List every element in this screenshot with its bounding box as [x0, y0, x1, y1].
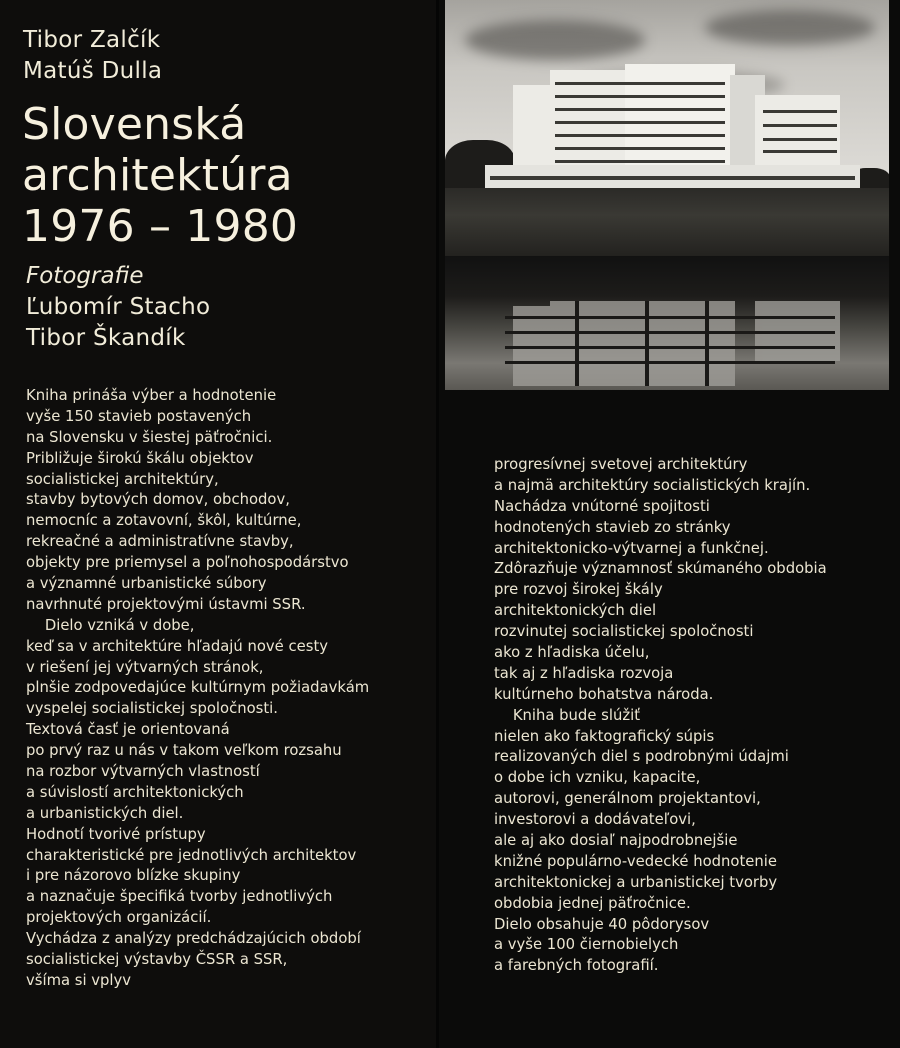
text-line: a súvislostí architektonických: [26, 783, 244, 801]
text-line: o dobe ich vzniku, kapacite,: [494, 769, 701, 787]
text-line: plnšie zodpovedajúce kultúrnym požiadavkám: [26, 679, 370, 697]
text-line: autorovi, generálnom projektantovi,: [494, 790, 761, 808]
text-line: nielen ako faktografický súpis: [494, 727, 715, 745]
text-line: nemocníc a zotavovní, škôl, kultúrne,: [26, 512, 302, 530]
text-line: architektonickej a urbanistickej tvorby: [494, 873, 778, 891]
photos-label: Fotografie: [26, 263, 144, 289]
text-line: a farebných fotografií.: [494, 957, 659, 975]
text-line: i pre názorovo blízke skupiny: [26, 867, 241, 885]
text-line: pre rozvoj širokej škály: [494, 581, 663, 599]
text-line: kultúrneho bohatstva národa.: [494, 685, 714, 703]
title-line-1: Slovenská: [22, 99, 247, 150]
text-line: Kniha bude slúžiť: [494, 706, 641, 724]
text-line: všíma si vplyv: [26, 971, 132, 989]
text-line: knižné populárno-vedecké hodnotenie: [494, 852, 777, 870]
text-line: Dielo vzniká v dobe,: [26, 616, 195, 634]
cover-photo: [445, 0, 889, 390]
text-line: hodnotených stavieb zo stránky: [494, 518, 731, 536]
author-1: Tibor Zalčík: [23, 27, 161, 53]
text-line: a naznačuje špecifiká tvorby jednotlivých: [26, 888, 333, 906]
text-line: projektových organizácií.: [26, 909, 212, 927]
text-line: architektonicko-výtvarnej a funkčnej.: [494, 539, 769, 557]
text-line: navrhnuté projektovými ústavmi SSR.: [26, 595, 306, 613]
text-line: rekreačné a administratívne stavby,: [26, 533, 294, 551]
text-line: vyše 150 stavieb postavených: [26, 407, 252, 425]
text-line: obdobia jednej päťročnice.: [494, 894, 691, 912]
text-line: vyspelej socialistickej spoločnosti.: [26, 700, 278, 718]
text-line: rozvinutej socialistickej spoločnosti: [494, 623, 754, 641]
photographer-1: Ľubomír Stacho: [26, 294, 211, 320]
text-line: Kniha prináša výber a hodnotenie: [26, 387, 277, 404]
text-line: Hodnotí tvorivé prístupy: [26, 825, 206, 843]
text-line: a vyše 100 čiernobielych: [494, 936, 679, 954]
text-line: socialistickej výstavby ČSSR a SSR,: [26, 951, 288, 969]
left-blurb: [26, 386, 369, 992]
text-line: Vychádza z analýzy predchádzajúcich období: [26, 930, 361, 948]
text-line: stavby bytových domov, obchodov,: [26, 491, 290, 509]
text-line: tak aj z hľadiska rozvoja: [494, 664, 674, 682]
text-line: Približuje širokú škálu objektov: [26, 449, 254, 467]
text-line: ako z hľadiska účelu,: [494, 644, 650, 662]
text-line: a najmä architektúry socialistických krajín.: [494, 476, 811, 494]
text-line: progresívnej svetovej architektúry: [494, 456, 748, 473]
text-line: na Slovensku v šiestej päťročnici.: [26, 428, 273, 446]
fold-line: [436, 0, 439, 1048]
text-line: Zdôrazňuje významnosť skúmaného obdobia: [494, 560, 827, 578]
title-line-3: 1976 – 1980: [22, 201, 299, 252]
text-line: Textová časť je orientovaná: [26, 721, 230, 739]
photographer-2: Tibor Škandík: [26, 325, 186, 351]
text-line: objekty pre priemysel a poľnohospodárstvo: [26, 554, 349, 572]
text-line: na rozbor výtvarných vlastností: [26, 763, 260, 781]
text-line: a urbanistických diel.: [26, 804, 184, 822]
text-line: v riešení jej výtvarných stránok,: [26, 658, 264, 676]
title-line-2: architektúra: [22, 150, 293, 201]
text-line: charakteristické pre jednotlivých architektov: [26, 846, 357, 864]
text-line: ale aj ako dosiaľ najpodrobnejšie: [494, 832, 738, 850]
text-line: Nachádza vnútorné spojitosti: [494, 497, 710, 515]
text-line: Dielo obsahuje 40 pôdorysov: [494, 915, 710, 933]
text-line: architektonických diel: [494, 602, 657, 620]
author-2: Matúš Dulla: [23, 58, 163, 84]
text-line: keď sa v architektúre hľadajú nové cesty: [26, 637, 328, 655]
text-line: realizovaných diel s podrobnými údajmi: [494, 748, 789, 766]
text-line: a významné urbanistické súbory: [26, 575, 267, 593]
text-line: socialistickej architektúry,: [26, 470, 219, 488]
right-blurb: [494, 455, 827, 977]
text-line: investorovi a dodávateľovi,: [494, 811, 696, 829]
text-line: po prvý raz u nás v takom veľkom rozsahu: [26, 742, 342, 760]
